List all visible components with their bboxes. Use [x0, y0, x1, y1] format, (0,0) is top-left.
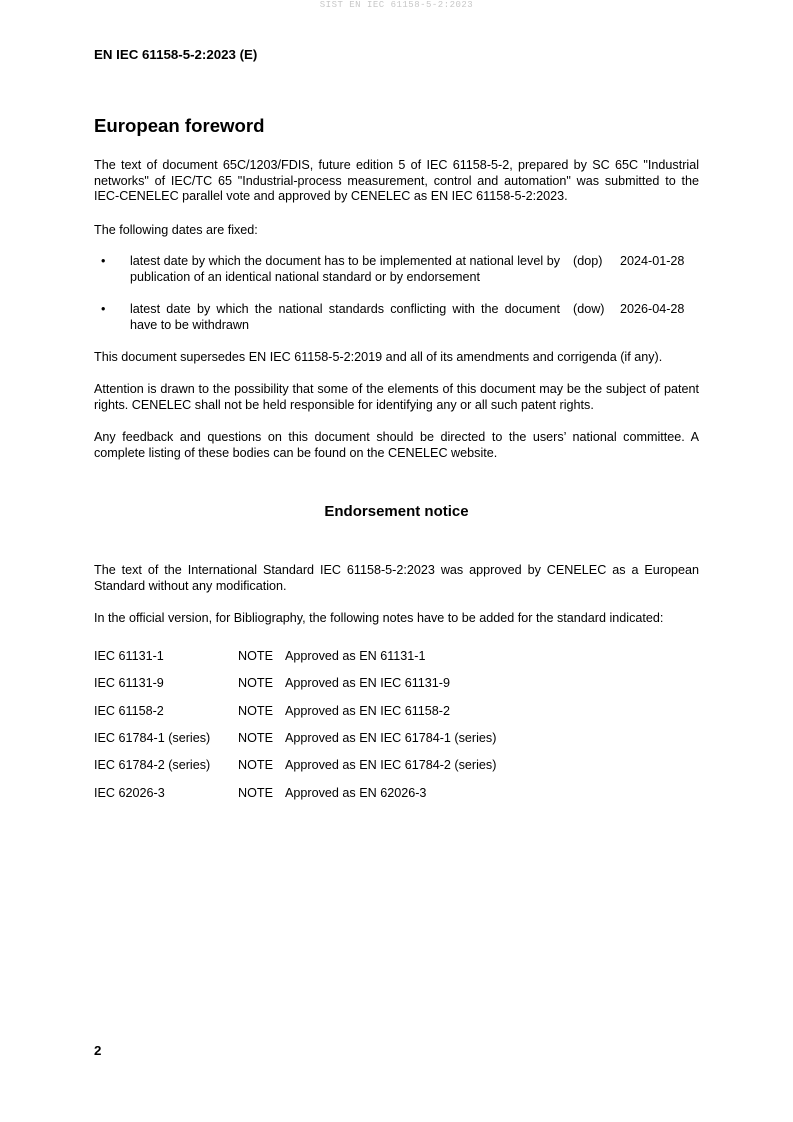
note-text: Approved as EN 61131-1	[285, 649, 426, 663]
note-standard: IEC 61131-9	[94, 676, 164, 690]
bibliography-note-row	[94, 649, 699, 667]
note-label: NOTE	[238, 704, 273, 718]
watermark: SIST EN IEC 61158-5-2:2023	[319, 0, 474, 10]
note-standard: IEC 61784-2 (series)	[94, 758, 211, 772]
note-label: NOTE	[238, 786, 273, 800]
note-label: NOTE	[238, 649, 273, 663]
endorsement-title: Endorsement notice	[324, 503, 469, 520]
foreword-paragraph-1: The text of document 65C/1203/FDIS, future edition 5 of IEC 61158-5-2, prepared by SC 65C "Industrial networks" of IEC/TC 65 "Industrial-process measurement, control and automation" was submitted to the IEC-CENELEC parallel vote and approved by CENELEC as EN IEC 61158-5-2:2023.	[94, 158, 699, 203]
bullet-code: (dop)	[573, 254, 603, 268]
foreword-title: European foreword	[94, 115, 265, 136]
note-standard: IEC 61131-1	[94, 649, 164, 663]
note-text: Approved as EN IEC 61784-1 (series)	[285, 731, 497, 745]
bullet-marker: •	[101, 302, 106, 316]
page-number: 2	[94, 1043, 102, 1058]
bullet-code: (dow)	[573, 302, 605, 316]
bullet-date: 2026-04-28	[620, 302, 685, 316]
patent-paragraph: Attention is drawn to the possibility that some of the elements of this document may be the subject of patent rights. CENELEC shall not be held responsible for identifying any or all such patent rights.	[94, 382, 699, 412]
supersedes-paragraph: This document supersedes EN IEC 61158-5-2:2019 and all of its amendments and corrigenda (if any).	[94, 350, 663, 364]
note-standard: IEC 61784-1 (series)	[94, 731, 211, 745]
endorsement-paragraph-1: The text of the International Standard IEC 61158-5-2:2023 was approved by CENELEC as a European Standard without any modification.	[94, 563, 699, 593]
date-bullet-dow	[94, 302, 699, 334]
bibliography-note-row	[94, 731, 699, 749]
bullet-marker: •	[101, 254, 106, 268]
bullet-date: 2024-01-28	[620, 254, 685, 268]
note-standard: IEC 61158-2	[94, 704, 164, 718]
note-text: Approved as EN IEC 61158-2	[285, 704, 450, 718]
bibliography-note-row	[94, 704, 699, 722]
feedback-paragraph: Any feedback and questions on this document should be directed to the users’ national committee. A complete listing of these bodies can be found on the CENELEC website.	[94, 430, 699, 460]
dates-intro: The following dates are fixed:	[94, 223, 258, 237]
bibliography-note-row	[94, 786, 699, 804]
bullet-text: latest date by which the national standards conflicting with the document have to be withdrawn	[130, 302, 560, 332]
note-label: NOTE	[238, 758, 273, 772]
note-text: Approved as EN IEC 61131-9	[285, 676, 450, 690]
note-label: NOTE	[238, 676, 273, 690]
note-text: Approved as EN IEC 61784-2 (series)	[285, 758, 497, 772]
bibliography-note-row	[94, 676, 699, 694]
endorsement-paragraph-2: In the official version, for Bibliography, the following notes have to be added for the standard indicated:	[94, 611, 664, 625]
date-bullet-dop	[94, 254, 699, 286]
note-text: Approved as EN 62026-3	[285, 786, 427, 800]
note-standard: IEC 62026-3	[94, 786, 165, 800]
note-label: NOTE	[238, 731, 273, 745]
bullet-text: latest date by which the document has to be implemented at national level by publication of an identical national standard or by endorsement	[130, 254, 560, 284]
bibliography-note-row	[94, 758, 699, 776]
document-id: EN IEC 61158-5-2:2023 (E)	[94, 47, 258, 62]
